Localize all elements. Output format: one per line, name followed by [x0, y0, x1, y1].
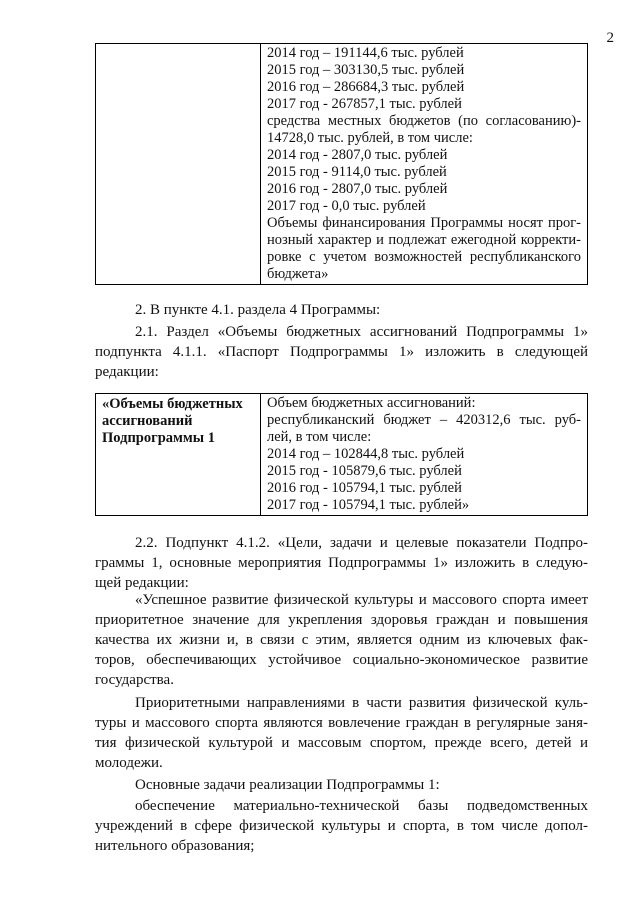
- paragraph-line: 2. В пункте 4.1. раздела 4 Программы:: [135, 302, 381, 318]
- paragraph-line: Приоритетными направлениями в части развития физической куль-: [135, 695, 588, 711]
- paragraph-line: граммы 1, основные мероприятия Подпрограммы 1» изложить в следую-: [95, 555, 588, 571]
- funding-table-continued: [95, 43, 588, 285]
- table-label-cell: [96, 394, 261, 516]
- paragraph-line: 2.2. Подпункт 4.1.2. «Цели, задачи и целевые показатели Подпро-: [135, 535, 588, 551]
- table-line: 14728,0 тыс. рублей, в том числе:: [267, 130, 473, 146]
- paragraph-line: Основные задачи реализации Подпрограммы 1:: [135, 777, 440, 793]
- table-line: 2015 год - 9114,0 тыс. рублей: [267, 164, 447, 180]
- table-line: 2014 год – 102844,8 тыс. рублей: [267, 446, 465, 462]
- table-line: 2017 год - 105794,1 тыс. рублей»: [267, 497, 470, 513]
- quote-paragraph-3: [95, 775, 588, 795]
- table-value-cell: [261, 44, 588, 285]
- table-line: 2015 год - 105879,6 тыс. рублей: [267, 463, 462, 479]
- paragraph-line: тия физической культурой и массовым спортом, прежде всего, детей и: [95, 735, 588, 751]
- paragraph-line: учреждений в сфере физической культуры и спорта, в том числе допол-: [95, 818, 588, 834]
- paragraph-line: нительного образования;: [95, 838, 255, 854]
- quote-paragraph-2: [95, 693, 588, 773]
- table-row: [96, 44, 588, 285]
- paragraph-line: щей редакции:: [95, 575, 189, 591]
- table-line: 2014 год - 2807,0 тыс. рублей: [267, 147, 448, 163]
- paragraph-line: приоритетное значение для укрепления здоровья граждан и повышения: [95, 612, 588, 628]
- table-label-line: «Объемы бюджетных: [102, 396, 243, 412]
- table-line: 2015 год – 303130,5 тыс. рублей: [267, 62, 465, 78]
- item-2-2-paragraph: [95, 533, 588, 593]
- table-line: 2016 год - 105794,1 тыс. рублей: [267, 480, 462, 496]
- table-line: лей, в том числе:: [267, 429, 372, 445]
- table-line: 2014 год – 191144,6 тыс. рублей: [267, 45, 464, 61]
- paragraph-line: качества их жизни и, в связи с этим, является одним из ключевых фак-: [95, 632, 588, 648]
- quote-paragraph-4: [95, 796, 588, 856]
- subprogram-funding-table: [95, 393, 588, 516]
- table-line: средства местных бюджетов (по согласованию)-: [267, 113, 581, 129]
- table-row: [96, 394, 588, 516]
- table-line: Объемы финансирования Программы носят прог-: [267, 215, 581, 231]
- table-line: республиканский бюджет – 420312,6 тыс. руб-: [267, 412, 581, 428]
- paragraph-line: «Успешное развитие физической культуры и массового спорта имеет: [135, 592, 588, 608]
- table-line: 2016 год – 286684,3 тыс. рублей: [267, 79, 465, 95]
- table-line: Объем бюджетных ассигнований:: [267, 395, 476, 411]
- table-label-cell: [96, 44, 261, 285]
- page-number: 2: [606, 30, 614, 46]
- paragraph-line: государства.: [95, 672, 174, 688]
- paragraph-line: туры и массового спорта являются вовлечение граждан в регулярные заня-: [95, 715, 588, 731]
- paragraph-line: молодежи.: [95, 755, 163, 771]
- table-line: 2016 год - 2807,0 тыс. рублей: [267, 181, 448, 197]
- quote-paragraph-1: [95, 590, 588, 690]
- paragraph-line: редакции:: [95, 364, 159, 380]
- table-value-cell: [261, 394, 588, 516]
- item-2-paragraph: [95, 300, 588, 320]
- paragraph-line: обеспечение материально-технической базы подведомственных: [135, 798, 588, 814]
- table-line: нозный характер и подлежат ежегодной корректи-: [267, 232, 581, 248]
- table-line: ровке с учетом возможностей республиканского: [267, 249, 581, 265]
- table-label-line: ассигнований: [102, 413, 193, 429]
- table-line: бюджета»: [267, 266, 329, 282]
- table-label-line: Подпрограммы 1: [102, 430, 215, 446]
- item-2-1-paragraph: [95, 322, 588, 382]
- table-line: 2017 год - 0,0 тыс. рублей: [267, 198, 426, 214]
- paragraph-line: торов, обеспечивающих устойчивое социально-экономическое развитие: [95, 652, 588, 668]
- table-line: 2017 год - 267857,1 тыс. рублей: [267, 96, 462, 112]
- paragraph-line: 2.1. Раздел «Объемы бюджетных ассигнований Подпрограммы 1»: [135, 324, 588, 340]
- paragraph-line: подпункта 4.1.1. «Паспорт Подпрограммы 1» изложить в следующей: [95, 344, 588, 360]
